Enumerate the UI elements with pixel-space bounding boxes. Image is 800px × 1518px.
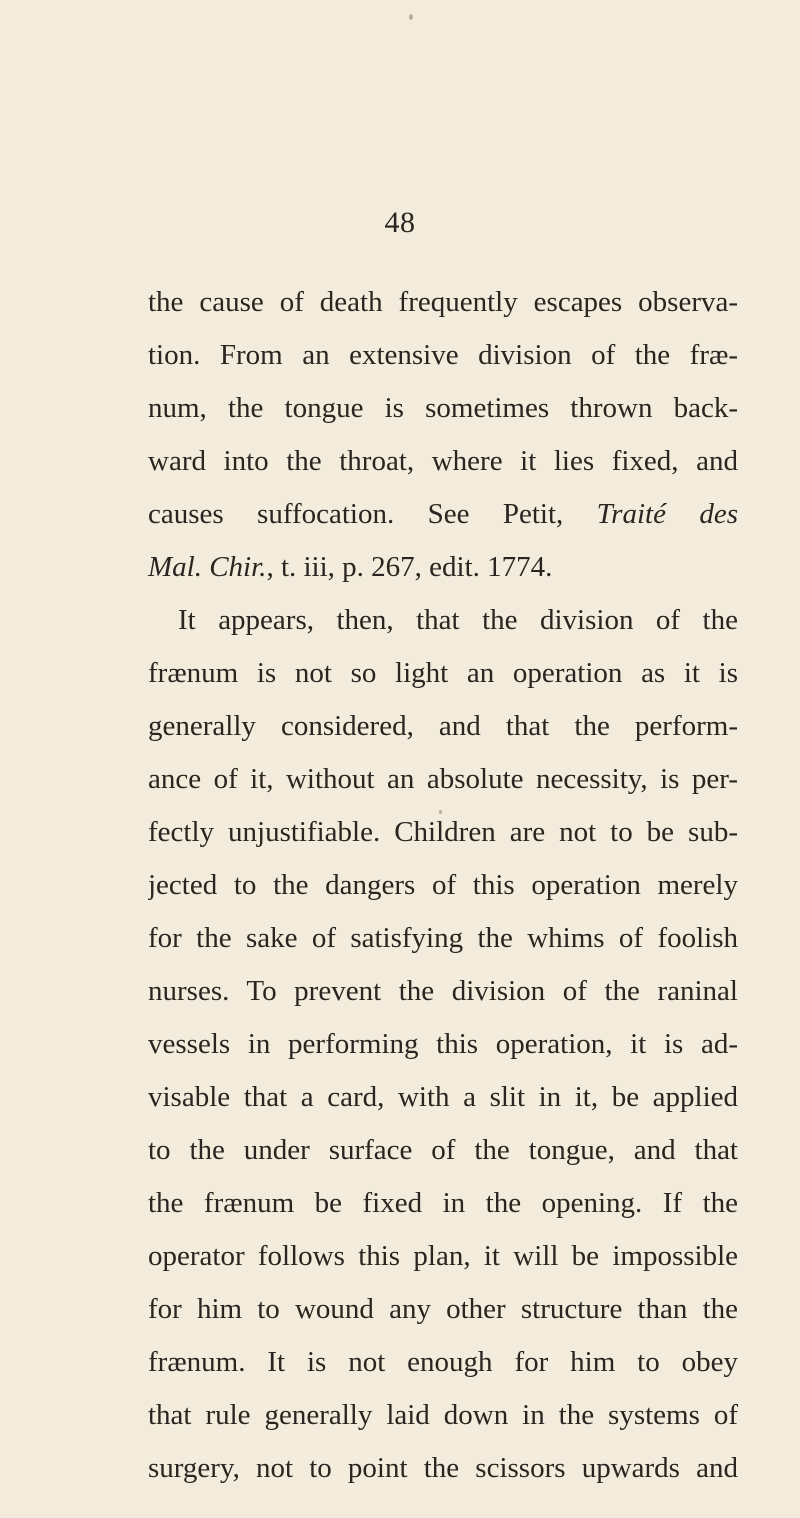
text-line	[148, 488, 738, 541]
page-number: 48	[384, 206, 416, 239]
text-line: num, the tongue is sometimes thrown back-	[148, 392, 738, 424]
text-line: visable that a card, with a slit in it, be applied	[148, 1081, 738, 1113]
text-line-part: causes suffocation. See Petit,	[148, 498, 597, 530]
text-line: It appears, then, that the division of the	[178, 604, 738, 636]
text-line: frænum is not so light an operation as it is	[148, 657, 738, 689]
book-title-italic: Mal. Chir.	[148, 551, 267, 583]
text-line: tion. From an extensive division of the fræ-	[148, 339, 738, 371]
text-line: operator follows this plan, it will be impossible	[148, 1240, 738, 1272]
text-line: frænum. It is not enough for him to obey	[148, 1346, 738, 1378]
text-line: ward into the throat, where it lies fixed, and	[148, 445, 738, 477]
text-line: jected to the dangers of this operation merely	[148, 869, 738, 901]
text-line: vessels in performing this operation, it is ad-	[148, 1028, 738, 1060]
paper-speck	[409, 14, 413, 20]
body-text	[148, 276, 738, 1495]
book-title-italic: Traité des	[596, 498, 738, 530]
text-line: surgery, not to point the scissors upwards and	[148, 1452, 738, 1484]
text-line: for the sake of satisfying the whims of foolish	[148, 922, 738, 954]
text-line: the cause of death frequently escapes observa-	[148, 286, 738, 318]
text-line	[148, 541, 738, 594]
text-line: that rule generally laid down in the systems of	[148, 1399, 738, 1431]
text-line: generally considered, and that the perform-	[148, 710, 738, 742]
text-line: ance of it, without an absolute necessity, is per-	[148, 763, 738, 795]
text-line: fectly unjustifiable. Children are not to be sub-	[148, 816, 738, 848]
text-line: to the under surface of the tongue, and that	[148, 1134, 738, 1166]
text-line: for him to wound any other structure than the	[148, 1293, 738, 1325]
text-line-part: , t. iii, p. 267, edit. 1774.	[266, 551, 553, 583]
text-line: nurses. To prevent the division of the raninal	[148, 975, 738, 1007]
text-line: the frænum be fixed in the opening. If the	[148, 1187, 738, 1219]
